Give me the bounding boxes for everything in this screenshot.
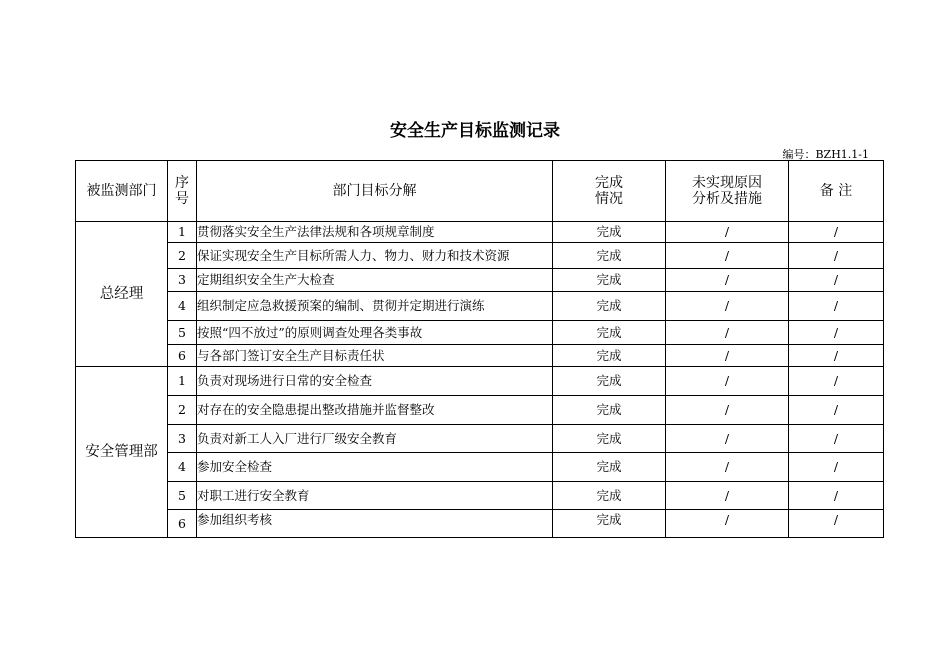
header-seq [168,161,197,222]
status-cell: 完成 [553,510,666,538]
table-row [76,425,884,453]
goal-cell: 与各部门签订安全生产目标责任状 [197,345,553,367]
reason-cell: / [666,367,789,396]
status-cell: 完成 [553,345,666,367]
seq-cell: 3 [168,269,197,292]
table-row [76,345,884,367]
status-cell: 完成 [553,243,666,269]
table-row [76,243,884,269]
header-reason [666,161,789,222]
page-title: 安全生产目标监测记录 [390,121,560,141]
goal-cell: 保证实现安全生产目标所需人力、物力、财力和技术资源 [197,243,553,269]
reason-cell: / [666,510,789,538]
goal-cell: 参加安全检查 [197,453,553,482]
goal-cell: 按照“四不放过”的原则调查处理各类事故 [197,321,553,345]
table-row [76,367,884,396]
table-row [76,292,884,321]
table-row [76,269,884,292]
table-row [76,321,884,345]
table-row [76,222,884,243]
goal-cell: 负责对现场进行日常的安全检查 [197,367,553,396]
seq-cell: 6 [168,345,197,367]
seq-cell: 2 [168,396,197,425]
remark-cell: / [789,345,884,367]
reason-cell: / [666,269,789,292]
header-seq-line2: 号 [175,191,189,207]
reason-cell: / [666,425,789,453]
seq-cell: 6 [168,510,197,538]
remark-cell: / [789,510,884,538]
seq-cell: 1 [168,222,197,243]
header-row [76,161,884,222]
table-row [76,453,884,482]
header-dept: 被监测部门 [76,161,168,222]
remark-cell: / [789,425,884,453]
table-row [76,510,884,538]
status-cell: 完成 [553,222,666,243]
seq-cell: 2 [168,243,197,269]
reason-cell: / [666,396,789,425]
goal-cell: 贯彻落实安全生产法律法规和各项规章制度 [197,222,553,243]
seq-cell: 5 [168,482,197,510]
reason-cell: / [666,243,789,269]
goal-cell: 负责对新工人入厂进行厂级安全教育 [197,425,553,453]
reason-cell: / [666,292,789,321]
remark-cell: / [789,243,884,269]
reason-cell: / [666,345,789,367]
header-seq-line1: 序 [175,175,189,191]
status-cell: 完成 [553,269,666,292]
header-reason-line2: 分析及措施 [692,191,762,207]
monitoring-table [75,160,884,538]
status-cell: 完成 [553,425,666,453]
dept-cell: 安全管理部 [76,367,168,538]
reason-cell: / [666,321,789,345]
status-cell: 完成 [553,453,666,482]
reason-cell: / [666,222,789,243]
goal-cell: 对存在的安全隐患提出整改措施并监督整改 [197,396,553,425]
seq-cell: 5 [168,321,197,345]
remark-cell: / [789,482,884,510]
table-row [76,482,884,510]
status-cell: 完成 [553,321,666,345]
remark-cell: / [789,453,884,482]
seq-cell: 4 [168,453,197,482]
dept-cell: 总经理 [76,222,168,367]
reason-cell: / [666,482,789,510]
seq-cell: 4 [168,292,197,321]
header-status-line2: 情况 [595,191,623,207]
goal-cell: 定期组织安全生产大检查 [197,269,553,292]
status-cell: 完成 [553,396,666,425]
remark-cell: / [789,396,884,425]
status-cell: 完成 [553,292,666,321]
remark-cell: / [789,367,884,396]
goal-cell: 对职工进行安全教育 [197,482,553,510]
remark-cell: / [789,269,884,292]
goal-cell: 参加组织考核 [197,510,553,538]
header-remark: 备 注 [789,161,884,222]
reason-cell: / [666,453,789,482]
seq-cell: 3 [168,425,197,453]
header-status [553,161,666,222]
table-row [76,396,884,425]
remark-cell: / [789,321,884,345]
status-cell: 完成 [553,482,666,510]
status-cell: 完成 [553,367,666,396]
seq-cell: 1 [168,367,197,396]
goal-cell: 组织制定应急救援预案的编制、贯彻并定期进行演练 [197,292,553,321]
header-status-line1: 完成 [595,175,623,191]
remark-cell: / [789,222,884,243]
header-goal: 部门目标分解 [197,161,553,222]
document-number: 编号：BZH1.1-1 [782,148,869,161]
header-reason-line1: 未实现原因 [692,175,762,191]
remark-cell: / [789,292,884,321]
